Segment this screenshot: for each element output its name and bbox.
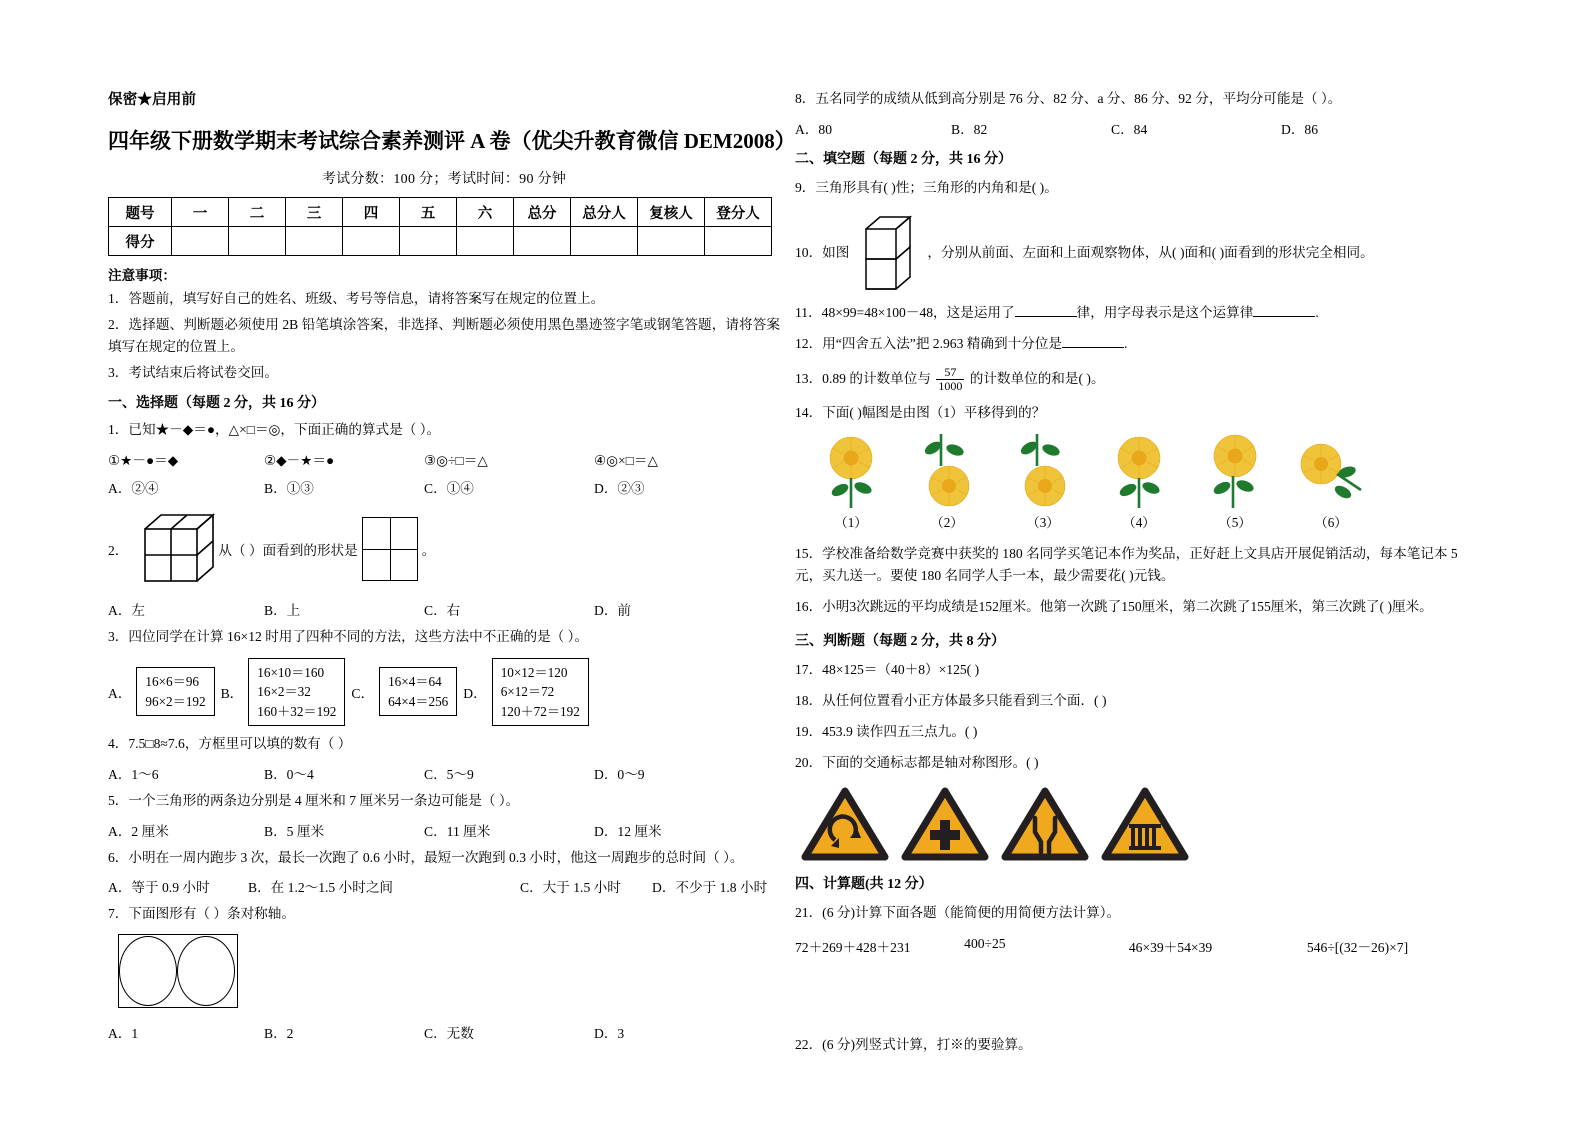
flower-label: （1） — [834, 515, 868, 531]
flower-label: （2） — [930, 515, 964, 531]
notice-heading: 注意事项： — [108, 268, 176, 283]
option-a[interactable]: A．1～6 — [108, 766, 159, 782]
option-b-label: B． — [220, 685, 244, 701]
question-9-stem: 9．三角形具有( )性；三角形的内角和是( )。 — [795, 180, 1058, 196]
question-8-stem: 8．五名同学的成绩从低到高分别是 76 分、82 分、a 分、86 分、92 分，平均分可能是（ ）。 — [795, 91, 1342, 106]
score-cell[interactable] — [571, 227, 638, 256]
table-row — [109, 227, 772, 256]
score-table — [108, 197, 772, 256]
question-12-stem — [795, 333, 1485, 355]
method-line: 16×6＝96 — [145, 674, 200, 690]
left-column — [108, 0, 796, 1042]
option-c-label: C． — [351, 685, 375, 701]
option-b[interactable]: B．0～4 — [264, 766, 314, 782]
question-4-stem: 4．7.5□8≈7.6，方框里可以填的数有（ ） — [108, 736, 352, 752]
option-a[interactable]: A．2 厘米 — [108, 823, 169, 839]
option-c[interactable]: C．①④ — [424, 480, 474, 496]
option-d[interactable]: D．3 — [594, 1026, 625, 1042]
table-header-cell: 五 — [400, 198, 457, 227]
option-b-box[interactable] — [248, 658, 345, 727]
table-header-cell: 复核人 — [638, 198, 705, 227]
table-header-cell: 二 — [229, 198, 286, 227]
table-header-cell: 总分人 — [571, 198, 638, 227]
option-c-box[interactable] — [379, 667, 457, 716]
question-8-options — [795, 118, 1485, 138]
table-header-cell: 总分 — [514, 198, 571, 227]
option-c[interactable]: C．84 — [1111, 122, 1148, 138]
question-10-stem — [795, 213, 1485, 293]
question-13-prefix: 13．0.89 的计数单位与 — [795, 371, 931, 387]
calc-expression-4: 546÷[(32－26)×7] — [1306, 940, 1409, 956]
question-1-subformulas — [108, 449, 780, 469]
table-header-cell: 四 — [343, 198, 400, 227]
question-10-prefix: 10．如图 — [795, 245, 850, 261]
option-d[interactable]: D．86 — [1281, 122, 1319, 138]
question-1-options — [108, 477, 780, 497]
question-1-stem: 1．已知★－◆＝●，△×□＝◎，下面正确的算式是（ ）。 — [108, 422, 441, 438]
question-3-options — [108, 658, 780, 727]
stacked-cubes-icon — [849, 213, 927, 293]
option-d-box[interactable] — [492, 658, 589, 727]
option-b[interactable]: B．①③ — [264, 480, 314, 496]
fraction-57-1000 — [936, 366, 964, 392]
score-cell[interactable] — [343, 227, 400, 256]
question-18-stem: 18．从任何位置看小正方体最多只能看到三个面．( ) — [795, 693, 1107, 709]
flower-rotated-icon — [911, 432, 983, 510]
method-line: 160＋32＝192 — [257, 703, 337, 719]
section-heading-fill: 二、填空题（每题 2 分，共 16 分） — [795, 152, 1012, 168]
question-2-number: 2． — [108, 542, 129, 558]
score-cell[interactable] — [705, 227, 772, 256]
option-c[interactable]: C．11 厘米 — [424, 823, 491, 839]
option-d[interactable]: D．②③ — [594, 480, 645, 496]
flower-upright-icon — [1199, 432, 1271, 510]
flower-1 — [803, 432, 899, 531]
question-12-suffix: . — [1123, 336, 1128, 352]
question-2-text: 从（ ）面看到的形状是 — [218, 542, 358, 558]
question-13-stem — [795, 367, 1485, 393]
score-cell[interactable] — [514, 227, 571, 256]
question-2-tail: 。 — [421, 542, 436, 558]
option-c[interactable]: C．大于 1.5 小时 — [520, 880, 621, 896]
question-21-expressions — [795, 936, 1485, 956]
option-d[interactable]: D．不少于 1.8 小时 — [652, 880, 768, 896]
option-c[interactable]: C．5～9 — [424, 766, 474, 782]
fraction-denominator: 1000 — [938, 378, 963, 393]
question-5-options — [108, 820, 780, 840]
option-a[interactable]: A．左 — [108, 602, 146, 618]
option-d[interactable]: D．0～9 — [594, 766, 645, 782]
table-header-cell: 六 — [457, 198, 514, 227]
section-heading-judge: 三、判断题（每题 2 分，共 8 分） — [795, 634, 1005, 650]
question-2-stem — [108, 507, 780, 591]
score-cell[interactable] — [457, 227, 514, 256]
flower-label: （6） — [1314, 515, 1348, 531]
traffic-signs-row — [801, 786, 1485, 867]
right-column — [795, 0, 1485, 1056]
option-d[interactable]: D．12 厘米 — [594, 823, 662, 839]
question-21-stem: 21．(6 分)计算下面各题（能简便的用简便方法计算）。 — [795, 905, 1121, 921]
option-b[interactable]: B．2 — [264, 1026, 294, 1042]
method-line: 10×12＝120 — [500, 664, 568, 680]
option-a[interactable]: A．80 — [795, 122, 833, 138]
option-c[interactable]: C．右 — [424, 602, 461, 618]
question-20-stem: 20．下面的交通标志都是轴对称图形。( ) — [795, 755, 1039, 771]
table-header-cell: 题号 — [109, 198, 172, 227]
question-17-stem: 17．48×125＝（40＋8）×125( ) — [795, 662, 980, 678]
sub-formula: ①★－●＝◆ — [108, 452, 179, 468]
score-cell[interactable] — [172, 227, 229, 256]
question-22-stem: 22．(6 分)列竖式计算，打※的要验算。 — [795, 1037, 1032, 1053]
notice-item-1: 1．答题前，填写好自己的姓名、班级、考号等信息，请将答案写在规定的位置上。 — [108, 291, 605, 306]
question-11-mid: 律，用字母表示是这个运算律 — [1076, 305, 1254, 321]
sub-formula: ④◎×□＝△ — [594, 452, 658, 468]
page-title: 四年级下册数学期末考试综合素养测评 A 卷（优尖升教育微信 DEM2008） — [108, 129, 796, 153]
table-header-cell: 登分人 — [705, 198, 772, 227]
question-19-stem: 19．453.9 读作四五三点九。( ) — [795, 724, 978, 740]
exam-meta: 考试分数：100 分；考试时间：90 分钟 — [321, 172, 567, 187]
answer-blank[interactable] — [1062, 335, 1124, 348]
question-6-options — [108, 876, 780, 896]
question-11-stem — [795, 302, 1485, 324]
level-crossing-sign-icon — [1101, 786, 1201, 867]
flower-figure-row — [803, 432, 1485, 531]
question-11-suffix: . — [1315, 305, 1319, 321]
answer-blank[interactable] — [1253, 304, 1315, 317]
answer-blank[interactable] — [1015, 304, 1077, 317]
calc-expression-3: 46×39＋54×39 — [1128, 940, 1213, 956]
fraction-numerator: 57 — [944, 365, 957, 380]
option-b[interactable]: B．在 1.2～1.5 小时之间 — [248, 880, 394, 896]
notice-item-3: 3．考试结束后将试卷交回。 — [108, 365, 278, 381]
flower-3 — [995, 432, 1091, 531]
question-4-options — [108, 763, 780, 783]
flower-upright-icon — [1103, 432, 1175, 510]
flower-4 — [1091, 432, 1187, 531]
question-7-stem: 7．下面图形有（ ）条对称轴。 — [108, 906, 295, 922]
method-line: 120＋72＝192 — [500, 703, 580, 719]
option-a[interactable]: A．②④ — [108, 480, 159, 496]
score-cell[interactable] — [229, 227, 286, 256]
flower-5 — [1187, 432, 1283, 531]
option-a-label: A． — [108, 685, 132, 701]
flower-upright-icon — [815, 432, 887, 510]
option-a[interactable]: A．等于 0.9 小时 — [108, 880, 210, 896]
method-line: 16×2＝32 — [257, 684, 311, 700]
option-b[interactable]: B．82 — [951, 122, 988, 138]
question-14-stem: 14．下面( )幅图是由图（1）平移得到的？ — [795, 405, 1046, 421]
sub-formula: ③◎÷□＝△ — [424, 452, 488, 468]
flower-2 — [899, 432, 995, 531]
score-cell[interactable] — [400, 227, 457, 256]
calc-expression-1: 72＋269＋428＋231 — [795, 940, 911, 956]
cube-2x2x2-icon — [134, 507, 218, 591]
flower-label: （4） — [1122, 515, 1156, 531]
flower-rotated-icon — [1007, 432, 1079, 510]
method-line: 6×12＝72 — [500, 684, 555, 700]
option-a[interactable]: A．1 — [108, 1026, 139, 1042]
flower-tilted-icon — [1295, 432, 1367, 510]
question-13-suffix: 的计数单位的和是( )。 — [969, 371, 1105, 387]
question-15-stem: 15．学校准备给数学竞赛中获奖的 180 名同学买笔记本作为奖品，正好赶上文具店开展促销活动，每本笔记本 5 元，买九送一。要使 180 名同学人手一本，最少需要花( )元钱。 — [795, 546, 1458, 584]
option-a-box[interactable] — [136, 667, 214, 716]
section-heading-calc: 四、计算题(共 12 分） — [795, 877, 933, 893]
method-line: 16×10＝160 — [257, 664, 325, 680]
crossroads-sign-icon — [901, 786, 1001, 867]
score-cell[interactable] — [638, 227, 705, 256]
circle-left-icon — [119, 936, 177, 1006]
score-cell[interactable] — [286, 227, 343, 256]
question-12-prefix: 12．用“四舍五入法”把 2.963 精确到十分位是 — [795, 336, 1062, 352]
question-11-prefix: 11．48×99=48×100－48，这是运用了 — [795, 305, 1015, 321]
section-heading-choice: 一、选择题（每题 2 分，共 16 分） — [108, 396, 325, 412]
score-row-label: 得分 — [109, 227, 172, 256]
option-b[interactable]: B．上 — [264, 602, 301, 618]
question-3-stem: 3．四位同学在计算 16×12 时用了四种不同的方法，这些方法中不正确的是（ ）。 — [108, 628, 589, 644]
question-10-suffix: ，分别从前面、左面和上面观察物体，从( )面和( )面看到的形状完全相同。 — [927, 245, 1374, 261]
two-circles-figure — [118, 934, 238, 1008]
roundabout-sign-icon — [801, 786, 901, 867]
road-narrows-sign-icon — [1001, 786, 1101, 867]
question-5-stem: 5．一个三角形的两条边分别是 4 厘米和 7 厘米另一条边可能是（ ）。 — [108, 792, 520, 808]
method-line: 16×4＝64 — [388, 674, 442, 690]
option-c[interactable]: C．无数 — [424, 1026, 474, 1042]
square-2x2-grid-icon — [362, 517, 418, 581]
table-row — [109, 198, 772, 227]
method-line: 64×4＝256 — [388, 693, 449, 709]
question-7-options — [108, 1022, 780, 1042]
flower-label: （3） — [1026, 515, 1060, 531]
flower-label: （5） — [1218, 515, 1252, 531]
question-6-stem: 6．小明在一周内跑步 3 次，最长一次跑了 0.6 小时，最短一次跑到 0.3 小时，他这一周跑步的总时间（ ）。 — [108, 849, 744, 865]
notice-item-2: 2．选择题、判断题必须使用 2B 铅笔填涂答案，非选择、判断题必须使用黑色墨迹签字笔或钢笔答题，请将答案填写在规定的位置上。 — [108, 317, 780, 355]
option-d-label: D． — [463, 685, 487, 701]
question-2-options — [108, 599, 780, 619]
sub-formula: ②◆－★＝● — [264, 452, 335, 468]
circle-right-icon — [177, 936, 235, 1006]
table-header-cell: 三 — [286, 198, 343, 227]
method-line: 96×2＝192 — [145, 693, 206, 709]
question-16-stem: 16．小明3次跳远的平均成绩是152厘米。他第一次跳了150厘米，第二次跳了155厘米，第三次跳了( )厘米。 — [795, 599, 1433, 615]
table-header-cell: 一 — [172, 198, 229, 227]
option-d[interactable]: D．前 — [594, 602, 632, 618]
option-b[interactable]: B．5 厘米 — [264, 823, 325, 839]
flower-6 — [1283, 432, 1379, 531]
secret-label: 保密★启用前 — [108, 92, 197, 108]
calc-expression-2: 400÷25 — [964, 936, 1006, 952]
